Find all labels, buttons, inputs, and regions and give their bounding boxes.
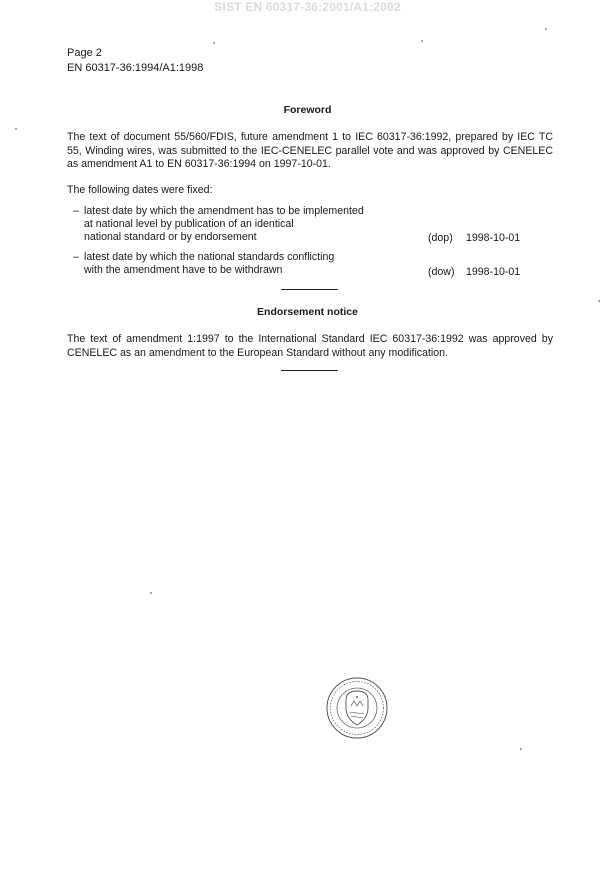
endorsement-paragraph: The text of amendment 1:1997 to the International Standard IEC 60317-36:1992 was approved by CENELEC as an amendment to the European Standard without any modification. [67, 333, 553, 359]
scan-speck [545, 28, 547, 30]
date-value: 1998-10-01 [466, 232, 521, 244]
date-description-line: latest date by which the amendment has to be implemented [84, 205, 364, 217]
date-description [84, 205, 414, 244]
endorsement-heading: Endorsement notice [257, 306, 358, 318]
date-value: 1998-10-01 [466, 266, 521, 278]
official-seal-icon [326, 677, 388, 739]
section-divider [281, 370, 338, 371]
scan-speck [213, 42, 215, 44]
date-item-dow [73, 251, 557, 279]
page-header [67, 46, 203, 76]
date-abbreviation: (dow) [428, 266, 455, 278]
section-divider [281, 289, 338, 290]
scan-speck [598, 300, 600, 302]
date-description-line: national standard or by endorsement [84, 231, 257, 243]
list-dash: – [73, 251, 79, 263]
date-description-line: latest date by which the national standards conflicting [84, 251, 335, 263]
scan-speck [520, 748, 522, 750]
foreword-heading: Foreword [283, 104, 332, 116]
scan-speck [150, 592, 152, 594]
foreword-paragraph: The text of document 55/560/FDIS, future amendment 1 to IEC 60317-36:1992, prepared by IEC TC 55, Winding wires, was submitted to the IEC-CENELEC parallel vote and was approved by CENELEC as amendment A1 to EN 60317-36:1994 on 1997-10-01. [67, 131, 553, 170]
date-description-line: with the amendment have to be withdrawn [84, 264, 283, 276]
date-description [84, 251, 414, 277]
document-reference: EN 60317-36:1994/A1:1998 [67, 62, 204, 74]
date-description-line: at national level by publication of an identical [84, 218, 294, 230]
dates-intro: The following dates were fixed: [67, 184, 213, 196]
scan-speck [421, 40, 423, 42]
date-abbreviation: (dop) [428, 232, 453, 244]
date-item-dop [73, 205, 557, 245]
scan-speck [15, 128, 17, 130]
list-dash: – [73, 205, 79, 217]
page-number: Page 2 [67, 47, 102, 59]
watermark: SIST EN 60317-36:2001/A1:2002 [214, 0, 401, 14]
